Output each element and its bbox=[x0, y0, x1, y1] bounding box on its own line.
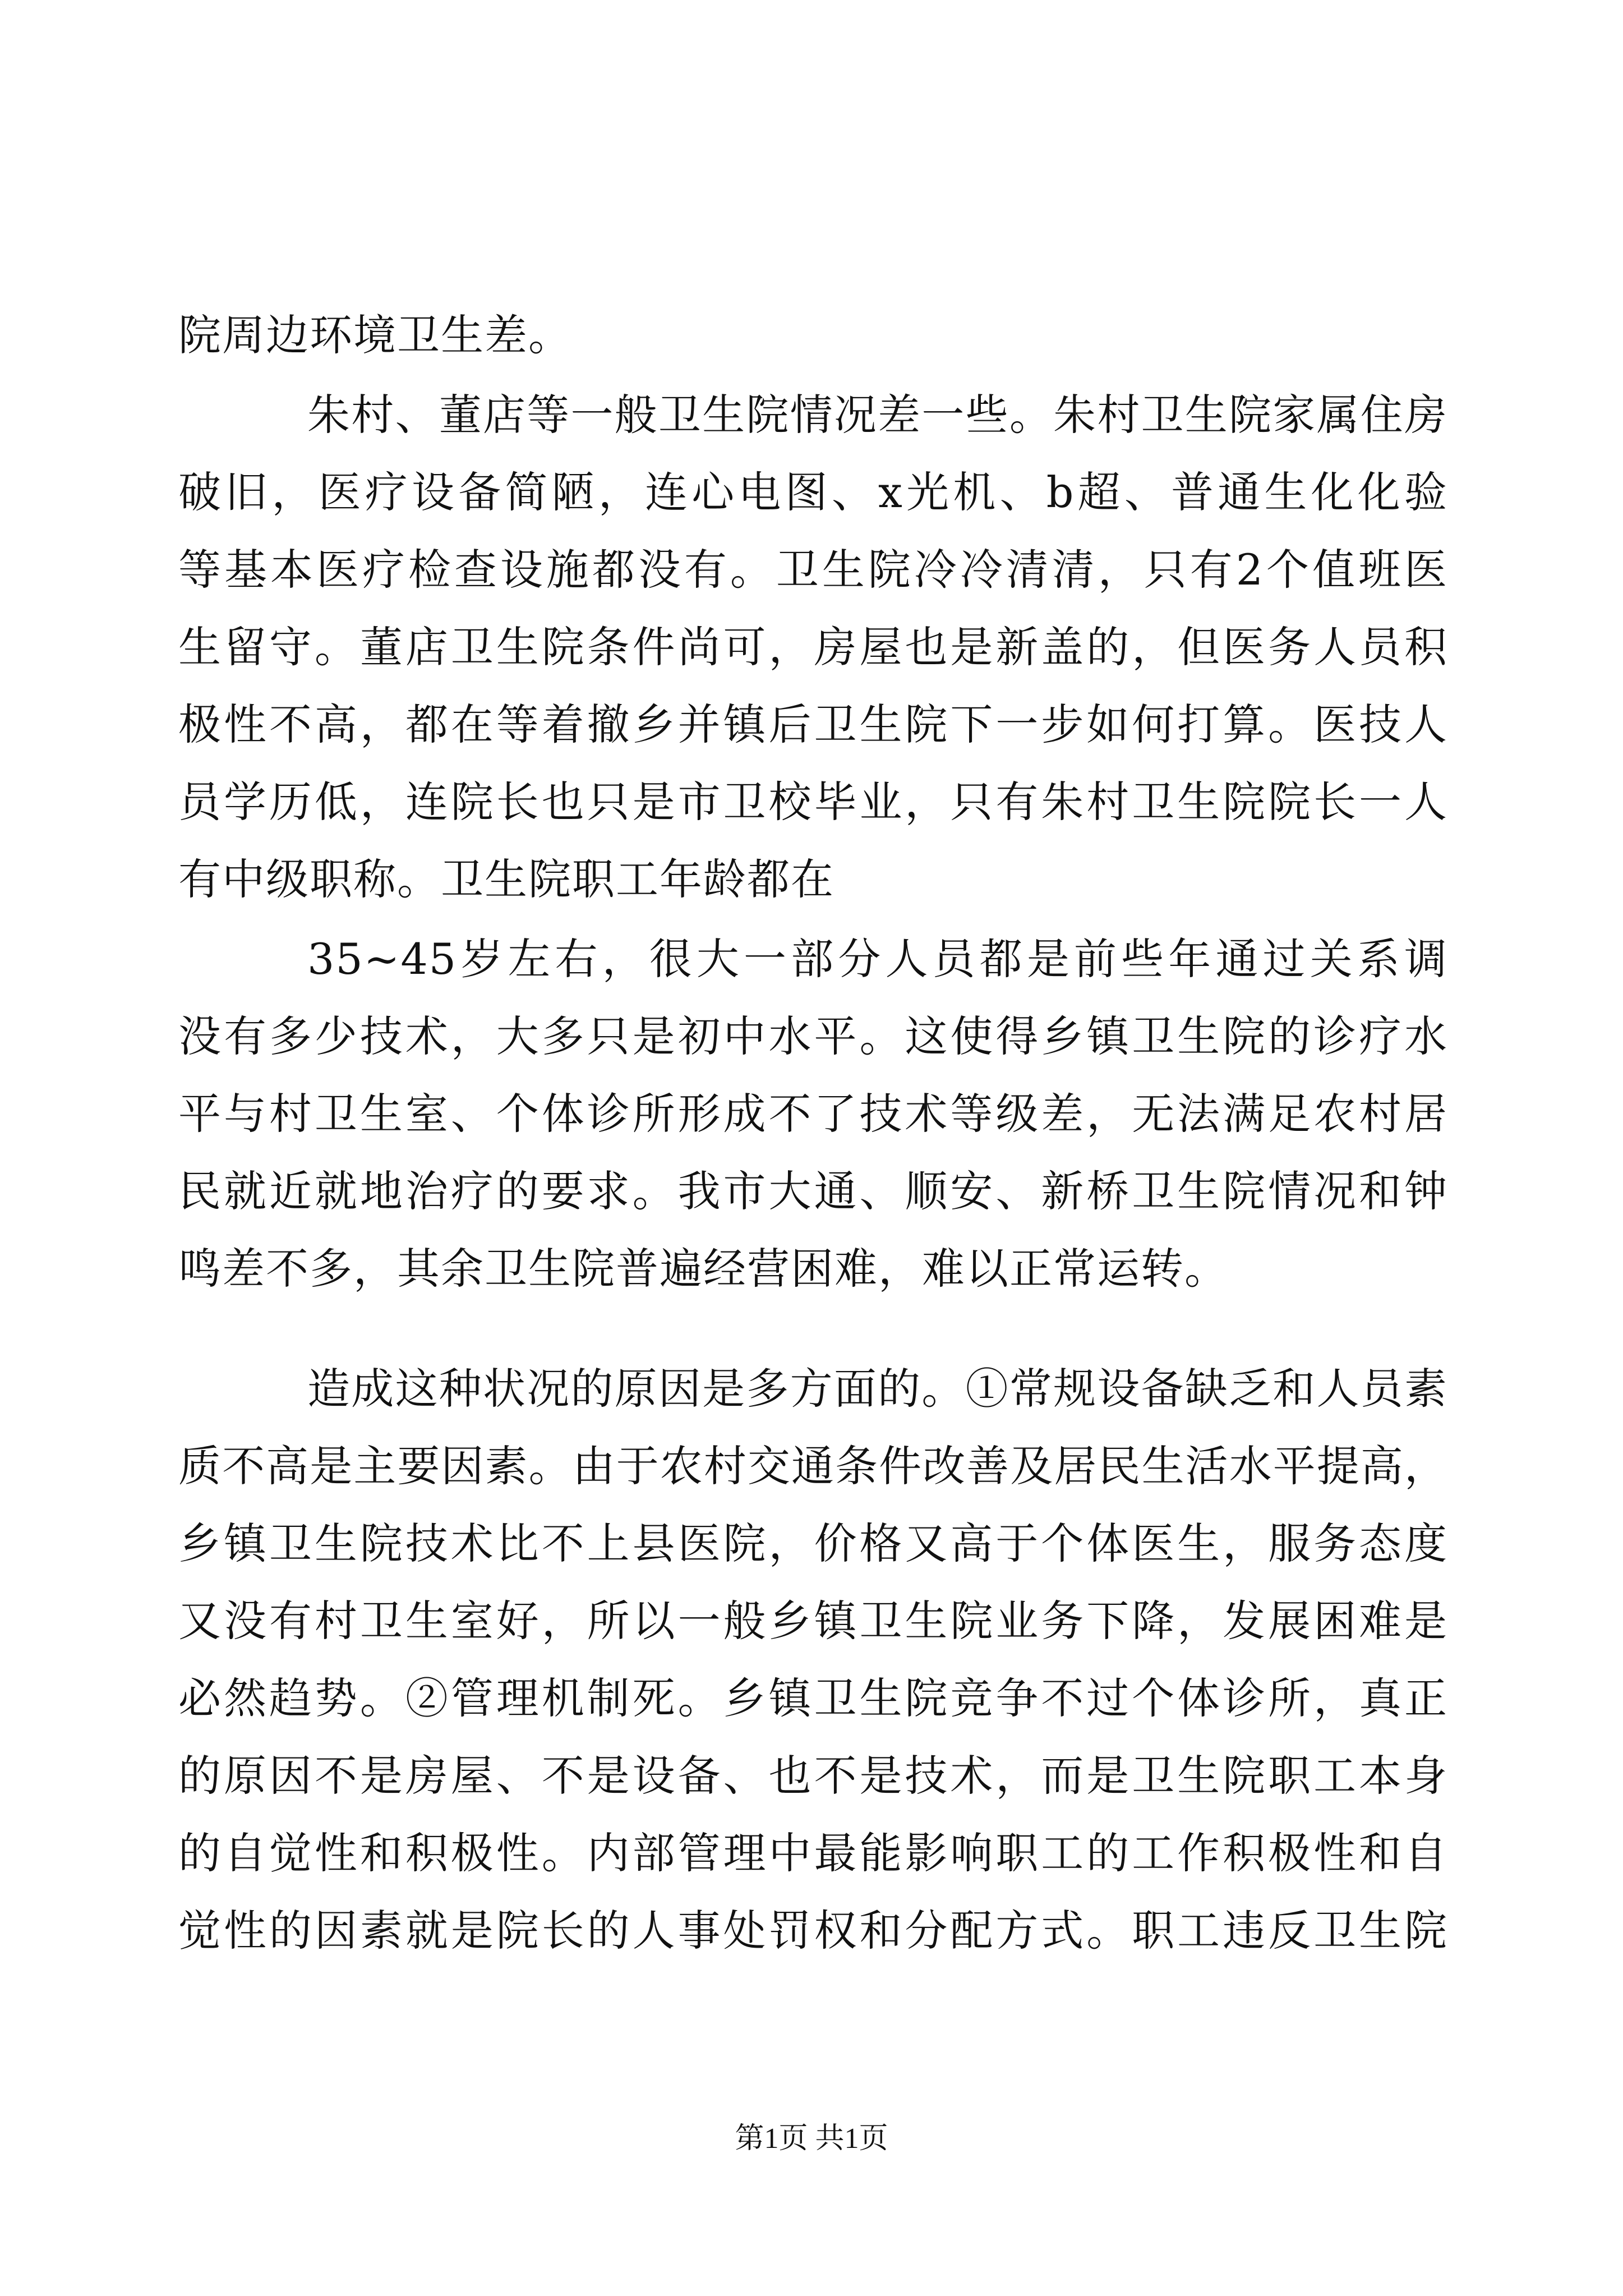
text-line: 生留守。董店卫生院条件尚可，房屋也是新盖的，但医务人员积 bbox=[178, 622, 1448, 672]
text-line: 破旧，医疗设备简陋，连心电图、x光机、b超、普通生化化验 bbox=[178, 467, 1448, 517]
text-line: 35~45岁左右，很大一部分人员都是前些年通过关系调 bbox=[307, 934, 1448, 984]
text-line: 鸣差不多，其余卫生院普遍经营困难，难以正常运转。 bbox=[178, 1244, 1228, 1294]
text-line: 必然趋势。②管理机制死。乡镇卫生院竞争不过个体诊所，真正 bbox=[178, 1673, 1448, 1723]
text-line: 的原因不是房屋、不是设备、也不是技术，而是卫生院职工本身 bbox=[178, 1751, 1448, 1801]
text-line: 朱村、董店等一般卫生院情况差一些。朱村卫生院家属住房 bbox=[307, 390, 1448, 440]
text-line: 的自觉性和积极性。内部管理中最能影响职工的工作积极性和自 bbox=[178, 1828, 1448, 1878]
text-line: 民就近就地治疗的要求。我市大通、顺安、新桥卫生院情况和钟 bbox=[178, 1166, 1448, 1216]
text-line: 平与村卫生室、个体诊所形成不了技术等级差，无法满足农村居 bbox=[178, 1089, 1448, 1139]
text-line: 造成这种状况的原因是多方面的。①常规设备缺乏和人员素 bbox=[307, 1364, 1448, 1414]
text-line: 员学历低，连院长也只是市卫校毕业，只有朱村卫生院院长一人 bbox=[178, 777, 1448, 827]
page-footer: 第1页 共1页 bbox=[735, 2123, 888, 2155]
text-line: 没有多少技术，大多只是初中水平。这使得乡镇卫生院的诊疗水 bbox=[178, 1011, 1448, 1061]
text-line: 等基本医疗检查设施都没有。卫生院冷冷清清，只有2个值班医 bbox=[178, 545, 1448, 595]
text-line: 质不高是主要因素。由于农村交通条件改善及居民生活水平提高， bbox=[178, 1441, 1448, 1491]
text-line: 有中级职称。卫生院职工年龄都在 bbox=[178, 854, 834, 904]
text-line: 觉性的因素就是院长的人事处罚权和分配方式。职工违反卫生院 bbox=[178, 1906, 1448, 1955]
text-line: 又没有村卫生室好，所以一般乡镇卫生院业务下降，发展困难是 bbox=[178, 1596, 1448, 1646]
text-line: 乡镇卫生院技术比不上县医院，价格又高于个体医生，服务态度 bbox=[178, 1519, 1448, 1568]
text-line: 院周边环境卫生差。 bbox=[178, 310, 572, 360]
text-line: 极性不高，都在等着撤乡并镇后卫生院下一步如何打算。医技人 bbox=[178, 700, 1448, 749]
